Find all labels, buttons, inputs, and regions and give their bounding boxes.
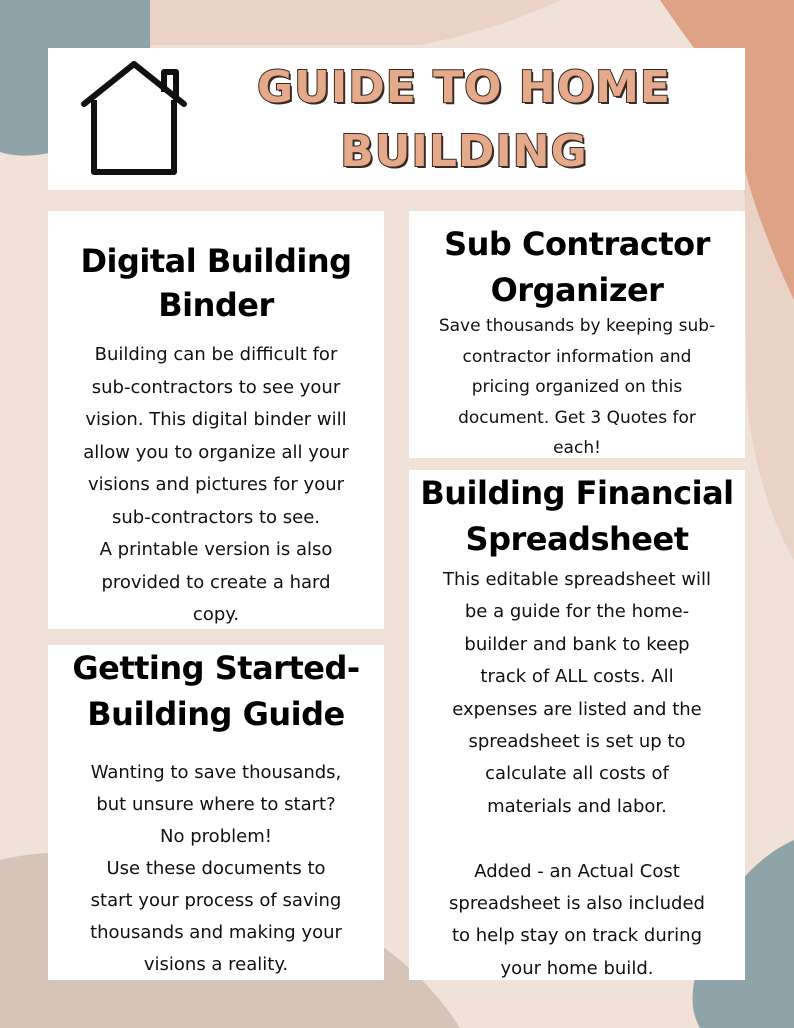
section-body: This editable spreadsheet will be a guide for the home- builder and bank to keep track of ALL costs. All expenses are listed and the spreadsheet is set up to calculate all costs of materials and labor. Added - an Actual Cost spreadsheet is also included to help stay on track during your home build. — [442, 569, 712, 979]
blob-light-top — [150, 0, 560, 45]
section-body: Building can be difficult for sub-contractors to see your vision. This digital binder will allow you to organize all your visions and pictures for your sub-contractors to see. A printable version is also provided to create a hard copy. — [83, 344, 349, 625]
section-title: Getting Started- Building Guide — [72, 649, 360, 733]
section-body: Save thousands by keeping sub- contractor information and pricing organized on this document. Get 3 Quotes for each! — [438, 316, 716, 458]
section-title: Digital Building Binder — [80, 242, 352, 324]
section-sub-contractor-organizer — [409, 211, 745, 458]
section-digital-building-binder — [48, 211, 384, 629]
section-body: Wanting to save thousands, but unsure where to start? No problem! Use these documents to start your process of saving thousands and making your visions a reality. — [90, 762, 342, 975]
house-icon — [80, 60, 192, 178]
section-financial-spreadsheet — [409, 470, 745, 980]
section-title: Sub Contractor Organizer — [444, 225, 710, 309]
page-title: GUIDE TO HOME BUILDING — [257, 62, 671, 177]
section-title: Building Financial Spreadsheet — [420, 474, 734, 558]
section-getting-started-guide — [48, 645, 384, 980]
